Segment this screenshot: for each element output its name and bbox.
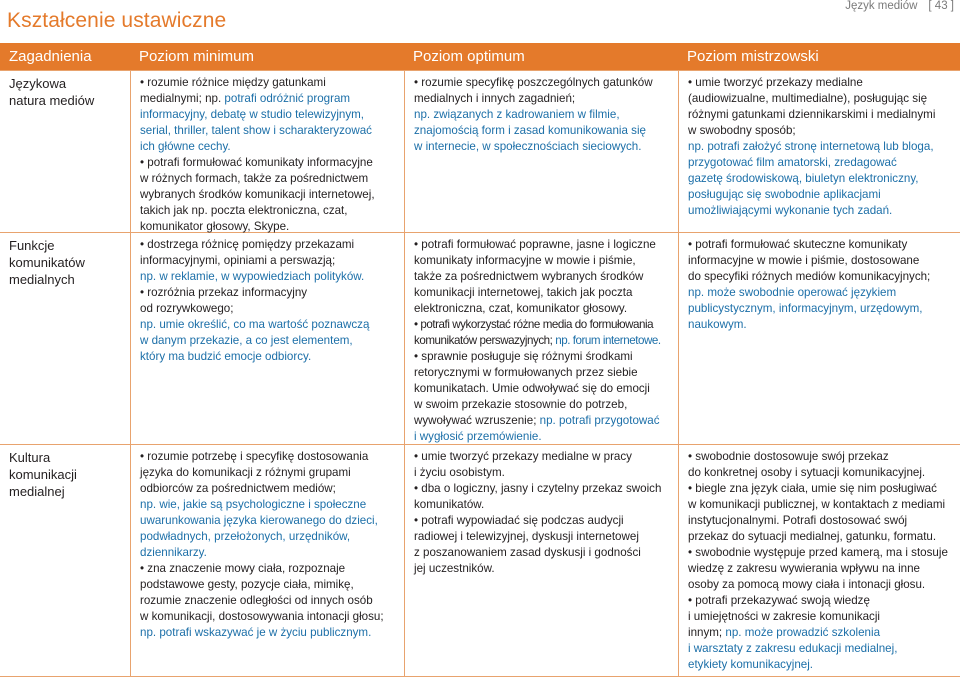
cell-line-text: komunikatach. Umie odwoływać się do emocji [414, 382, 650, 395]
cell-line-text: do specyfiki różnych mediów komunikacyjnych; [688, 270, 931, 283]
cell-line [688, 317, 956, 333]
cell-line-text: osoby za pomocą mowy ciała i intonacji głosu. [688, 578, 926, 591]
cell-line-text: wybranych środków komunikacji internetowej, [140, 188, 375, 201]
cell-line [688, 449, 956, 465]
cell-line [414, 529, 672, 545]
cell-line-text: np. związanych z kadrowaniem w filmie, [414, 108, 620, 121]
cell-line [688, 609, 956, 625]
cell-line [688, 497, 956, 513]
page-number: [ 43 ] [928, 0, 954, 12]
cell-line-text: • potrafi formułować poprawne, jasne i logiczne [414, 238, 656, 251]
column-header-minimum: Poziom minimum [139, 48, 255, 65]
cell-line-text: • rozumie różnice między gatunkami [140, 76, 326, 89]
cell-line-text: medialnych i innych zagadnień; [414, 92, 576, 105]
level-master-cell [678, 445, 960, 676]
cell-line [414, 237, 672, 253]
cell-line-text: podstawowe gesty, pozycje ciała, mimikę, [140, 578, 354, 591]
cell-line [414, 497, 672, 513]
cell-line-text: posługując się swobodnie aplikacjami [688, 188, 881, 201]
cell-line [688, 269, 956, 285]
cell-line-text: wywoływać wzruszenie; [414, 414, 540, 427]
cell-line [688, 285, 956, 301]
cell-line-text: i umiejętności w zakresie komunikacji [688, 610, 881, 623]
cell-line [414, 107, 672, 123]
cell-line-text: z poszanowaniem zasad dyskusji i godności [414, 546, 641, 559]
cell-line [140, 171, 398, 187]
cell-line [414, 513, 672, 529]
cell-line-text: uwarunkowania języka kierowanego do dzieci, [140, 514, 378, 527]
cell-line [140, 529, 398, 545]
cell-line-text: informacyjnymi, opiniami a perswazją; [140, 254, 336, 267]
cell-line-text: informacyjny, debatę w studio telewizyjnym, [140, 108, 365, 121]
cell-line-text: (audiowizualne, multimedialne), posługując się [688, 92, 928, 105]
level-minimum-cell [130, 445, 404, 676]
cell-line-text: radiowej i telewizyjnej, dyskusji internetowej [414, 530, 639, 543]
cell-line [688, 301, 956, 317]
cell-line-text: przekaz do sytuacji medialnej, gatunku, formatu. [688, 530, 937, 543]
cell-line-text: • dostrzega różnicę pomiędzy przekazami [140, 238, 355, 251]
topic-line: medialnych [9, 272, 75, 287]
cell-line [140, 577, 398, 593]
cell-line [688, 625, 956, 641]
cell-line [414, 301, 672, 317]
cell-line [414, 397, 672, 413]
cell-line-text: umożliwiającymi wykonanie tych zadań. [688, 204, 893, 217]
cell-line-text: medialnymi; np. [140, 92, 225, 105]
cell-line [414, 123, 672, 139]
cell-line [688, 123, 956, 139]
cell-line [140, 349, 398, 365]
cell-line [688, 577, 956, 593]
cell-line-text: • swobodnie dostosowuje swój przekaz [688, 450, 889, 463]
cell-line-text: jej uczestników. [414, 562, 495, 575]
topic-line: Językowa [9, 76, 67, 91]
level-optimum-cell [404, 445, 678, 676]
column-header-master: Poziom mistrzowski [687, 48, 819, 65]
cell-line [140, 155, 398, 171]
cell-line-text: naukowym. [688, 318, 747, 331]
cell-line [688, 513, 956, 529]
cell-line [414, 285, 672, 301]
cell-line-text: i życiu osobistym. [414, 466, 505, 479]
cell-line-example: np. może prowadzić szkolenia [725, 626, 881, 639]
cell-line-text: wiedzę z zakresu wywierania wpływu na inne [688, 562, 920, 575]
cell-line-text: • potrafi wykorzystać różne media do formułowania [414, 318, 654, 331]
cell-line [140, 593, 398, 609]
cell-line-text: • potrafi wypowiadać się podczas audycji [414, 514, 624, 527]
cell-line [688, 641, 956, 657]
cell-line-example: np. potrafi przygotować [539, 414, 660, 427]
level-minimum-cell [130, 233, 404, 444]
cell-line-text: ich główne cechy. [140, 140, 231, 153]
cell-line-text: i wygłosić przemówienie. [414, 430, 542, 443]
cell-line [140, 285, 398, 301]
cell-line [140, 237, 398, 253]
cell-line [688, 187, 956, 203]
cell-line-text: języka do komunikacji z różnymi grupami [140, 466, 351, 479]
cell-line [414, 449, 672, 465]
cell-line [688, 561, 956, 577]
topic-cell [0, 233, 130, 444]
cell-line-text: np. wie, jakie są psychologiczne i społeczne [140, 498, 367, 511]
cell-line-text: komunikatów. [414, 498, 485, 511]
cell-line-text: instytucjonalnymi. Potrafi dostosować swój [688, 514, 908, 527]
cell-line-text: do konkretnej osoby i sytuacji komunikacyjnej. [688, 466, 926, 479]
cell-line [140, 333, 398, 349]
cell-line-text: innym; [688, 626, 726, 639]
cell-line [688, 155, 956, 171]
level-master-cell [678, 71, 960, 232]
competency-table [0, 43, 960, 677]
cell-line [140, 625, 398, 641]
cell-line-text: • sprawnie posługuje się różnymi środkami [414, 350, 633, 363]
subject-label: Język mediów [845, 0, 918, 12]
cell-line-text: znajomością form i zasad komunikowania się [414, 124, 646, 137]
level-master-cell [678, 233, 960, 444]
cell-line-text: który ma budzić emocje odbiorcy. [140, 350, 312, 363]
cell-line [140, 301, 398, 317]
cell-line [688, 657, 956, 673]
topic-line: Kultura [9, 450, 51, 465]
cell-line-text: np. potrafi wskazywać je w życiu publicznym. [140, 626, 372, 639]
page-title: Kształcenie ustawiczne [7, 9, 227, 32]
cell-line-text: w swobodny sposób; [688, 124, 796, 137]
topic-cell [0, 445, 130, 676]
cell-line [688, 91, 956, 107]
running-header [845, 0, 954, 12]
cell-line-text: przygotować film amatorski, zredagować [688, 156, 897, 169]
cell-line-text: np. w reklamie, w wypowiedziach polityków. [140, 270, 365, 283]
cell-line-text: np. może swobodnie operować językiem [688, 286, 897, 299]
cell-line-text: różnymi gatunkami dziennikarskimi i medialnymi [688, 108, 936, 121]
cell-line [140, 513, 398, 529]
table-header [0, 43, 960, 70]
cell-line-text: • potrafi przekazywać swoją wiedzę [688, 594, 870, 607]
cell-line [414, 349, 672, 365]
cell-line-text: komunikacji internetowej, takich jak poczta [414, 286, 633, 299]
cell-line [140, 269, 398, 285]
cell-line [414, 269, 672, 285]
cell-line [688, 481, 956, 497]
cell-line-text: w różnych formach, także za pośrednictwem [140, 172, 369, 185]
cell-line [140, 107, 398, 123]
table-row [0, 70, 960, 232]
cell-line-text: np. umie określić, co ma wartość poznawczą [140, 318, 370, 331]
cell-line-text: • rozumie potrzebę i specyfikę dostosowania [140, 450, 369, 463]
cell-line [688, 171, 956, 187]
level-minimum-cell [130, 71, 404, 232]
column-header-topics: Zagadnienia [9, 48, 92, 65]
cell-line [688, 139, 956, 155]
cell-line-example: potrafi odróżnić program [224, 92, 351, 105]
cell-line [140, 123, 398, 139]
cell-line-text: podwładnych, przełożonych, urzędników, [140, 530, 351, 543]
column-header-optimum: Poziom optimum [413, 48, 525, 65]
cell-line [140, 609, 398, 625]
level-optimum-cell [404, 233, 678, 444]
topic-line: komunikacji [9, 467, 77, 482]
cell-line [140, 187, 398, 203]
cell-line-text: retorycznymi w formułowanych przez siebie [414, 366, 638, 379]
cell-line-text: serial, thriller, talent show i scharakteryzować [140, 124, 372, 137]
cell-line [414, 139, 672, 155]
cell-line-text: • rozumie specyfikę poszczególnych gatunków [414, 76, 653, 89]
topic-cell [0, 71, 130, 232]
cell-line [688, 593, 956, 609]
cell-line-text: takich jak np. poczta elektroniczna, czat, [140, 204, 348, 217]
cell-line [414, 465, 672, 481]
cell-line-text: komunikatów perswazyjnych; [414, 334, 556, 347]
cell-line [140, 203, 398, 219]
cell-line [140, 481, 398, 497]
cell-line-text: w internecie, w społecznościach sieciowych. [414, 140, 642, 153]
cell-line-text: komunikaty informacyjne w mowie i piśmie, [414, 254, 636, 267]
cell-line [140, 545, 398, 561]
cell-line [140, 139, 398, 155]
cell-line-text: • rozróżnia przekaz informacyjny [140, 286, 308, 299]
cell-line [414, 253, 672, 269]
cell-line-example: np. forum internetowe. [555, 334, 661, 347]
cell-line-text: także za pośrednictwem wybranych środków [414, 270, 644, 283]
cell-line [140, 75, 398, 91]
cell-line-text: od rozrywkowego; [140, 302, 234, 315]
cell-line-text: np. potrafi założyć stronę internetową lub bloga, [688, 140, 934, 153]
cell-line-text: • zna znaczenie mowy ciała, rozpoznaje [140, 562, 346, 575]
cell-line [140, 497, 398, 513]
cell-line-text: • umie tworzyć przekazy medialne [688, 76, 863, 89]
cell-line-text: • biegle zna język ciała, umie się nim posługiwać [688, 482, 937, 495]
cell-line-text: • dba o logiczny, jasny i czytelny przekaz swoich [414, 482, 662, 495]
cell-line-text: • umie tworzyć przekazy medialne w pracy [414, 450, 632, 463]
cell-line-text: • swobodnie występuje przed kamerą, ma i stosuje [688, 546, 948, 559]
cell-line [414, 381, 672, 397]
cell-line-text: publicystycznym, informacyjnym, urzędowym, [688, 302, 923, 315]
table-row [0, 232, 960, 444]
cell-line [414, 91, 672, 107]
cell-line [688, 237, 956, 253]
cell-line [140, 465, 398, 481]
cell-line [414, 561, 672, 577]
cell-line [414, 75, 672, 91]
cell-line [414, 429, 672, 445]
cell-line [140, 561, 398, 577]
cell-line-text: gazetę środowiskową, biuletyn elektroniczny, [688, 172, 919, 185]
cell-line-text: • potrafi formułować komunikaty informacyjne [140, 156, 373, 169]
cell-line [414, 413, 672, 429]
table-row [0, 444, 960, 677]
cell-line-text: w swoim przekazie stosownie do potrzeb, [414, 398, 628, 411]
cell-line [140, 449, 398, 465]
topic-line: medialnej [9, 484, 65, 499]
cell-line-text: elektroniczna, czat, komunikator głosowy. [414, 302, 628, 315]
cell-line [140, 253, 398, 269]
cell-line [414, 365, 672, 381]
cell-line-text: etykiety komunikacyjnej. [688, 658, 814, 671]
cell-line [688, 107, 956, 123]
cell-line [140, 317, 398, 333]
topic-line: natura mediów [9, 93, 95, 108]
cell-line-text: w komunikacji, dostosowywania intonacji głosu; [140, 610, 384, 623]
cell-line-text: dziennikarzy. [140, 546, 207, 559]
cell-line [688, 253, 956, 269]
cell-line-text: odbiorców za pośrednictwem mediów; [140, 482, 336, 495]
cell-line-text: informacyjne w mowie i piśmie, dostosowane [688, 254, 920, 267]
cell-line-text: komunikator głosowy, Skype. [140, 220, 290, 233]
cell-line [140, 91, 398, 107]
cell-line-text: w komunikacji publicznej, w kontaktach z mediami [688, 498, 946, 511]
cell-line [414, 317, 672, 333]
cell-line [688, 75, 956, 91]
cell-line [414, 481, 672, 497]
cell-line [688, 465, 956, 481]
topic-line: Funkcje [9, 238, 55, 253]
cell-line-text: i warsztaty z zakresu edukacji medialnej, [688, 642, 898, 655]
cell-line [688, 545, 956, 561]
cell-line-text: w danym przekazie, a co jest elementem, [140, 334, 353, 347]
cell-line [414, 333, 672, 349]
cell-line [414, 545, 672, 561]
cell-line-text: • potrafi formułować skuteczne komunikaty [688, 238, 908, 251]
cell-line [688, 529, 956, 545]
level-optimum-cell [404, 71, 678, 232]
topic-line: komunikatów [9, 255, 85, 270]
cell-line-text: rozumie znaczenie odległości od innych osób [140, 594, 373, 607]
cell-line [688, 203, 956, 219]
